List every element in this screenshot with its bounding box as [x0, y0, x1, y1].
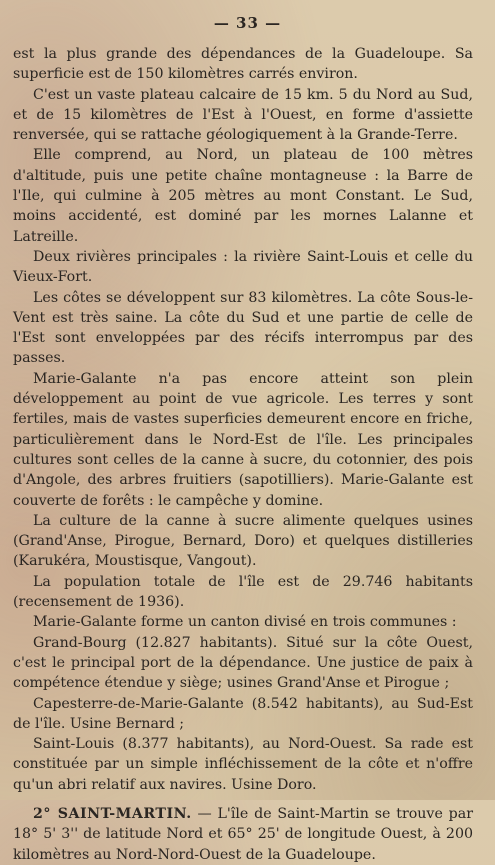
paragraph-relief: Elle comprend, au Nord, un plateau de 100 mètres d'altitude, puis une petite chaîne montagneuse : la Barre de l'Ile, qui culmine à 205 mètres au mont Constant. Le Sud, moins accidenté, est dominé par les mornes Lalanne et Latreille. — [13, 147, 473, 245]
paragraph-industry: La culture de la canne à sucre alimente quelques usines (Grand'Anse, Pirogue, Bernard, Doro) et quelques distilleries (Karukéra, Moustisque, Vangout). — [13, 512, 473, 570]
paragraph-plateau: C'est un vaste plateau calcaire de 15 km. 5 du Nord au Sud, et de 15 kilomètres de l'Est à l'Ouest, en forme d'assiette renversée, qui se rattache géologiquement à la Grande-Terre. — [13, 86, 473, 144]
paragraph-communes: Marie-Galante forme un canton divisé en trois communes : — [33, 614, 457, 631]
paragraph-rivers: Deux rivières principales : la rivière Saint-Louis et celle du Vieux-Fort. — [13, 248, 473, 286]
paragraph-capesterre: Capesterre-de-Marie-Galante (8.542 habitants), au Sud-Est de l'île. Usine Bernard ; — [13, 695, 473, 732]
body-text — [13, 44, 473, 865]
paragraph-population: La population totale de l'île est de 29.746 habitants (recensement de 1936). — [13, 573, 473, 611]
paragraph-grand-bourg: Grand-Bourg (12.827 habitants). Situé sur la côte Ouest, c'est le principal port de la dépendance. Une justice de paix à compétence étendue y siège; usines Grand'Anse et Pirogue ; — [13, 634, 473, 692]
paragraph-agriculture: Marie-Galante n'a pas encore atteint son plein développement au point de vue agricole. Les terres y sont fertiles, mais de vastes superficies demeurent encore en friche, particulièrement dans le Nord-Est de l'île. Les principales cultures sont celles de la canne à sucre, du cotonnier, des pois d'Angole, des arbres fruitiers (sapotilliers). Marie-Galante est couverte de forêts : le campêche y domine. — [13, 370, 473, 509]
paragraph-continued: est la plus grande des dépendances de la Guadeloupe. Sa superficie est de 150 kilomètres carrés environ. — [13, 46, 473, 83]
section-title: 2° SAINT-MARTIN. — [33, 805, 192, 822]
page-number: — 33 — — [213, 14, 282, 32]
section-saint-martin — [13, 804, 473, 865]
paragraph-coasts: Les côtes se développent sur 83 kilomètres. La côte Sous-le-Vent est très saine. La côte du Sud et une partie de celle de l'Est sont enveloppées par des récifs interrompus par des passes. — [13, 289, 473, 367]
paragraph-saint-louis: Saint-Louis (8.377 habitants), au Nord-Ouest. Sa rade est constituée par un simple infléchissement de la côte et n'offre qu'un abri relatif aux navires. Usine Doro. — [13, 736, 473, 793]
section-text: — L'île de Saint-Martin se trouve par 18° 5' 3'' de latitude Nord et 65° 25' de longitude Ouest, à 200 kilomètres au Nord-Nord-Ouest de la Guadeloupe. — [13, 805, 474, 863]
